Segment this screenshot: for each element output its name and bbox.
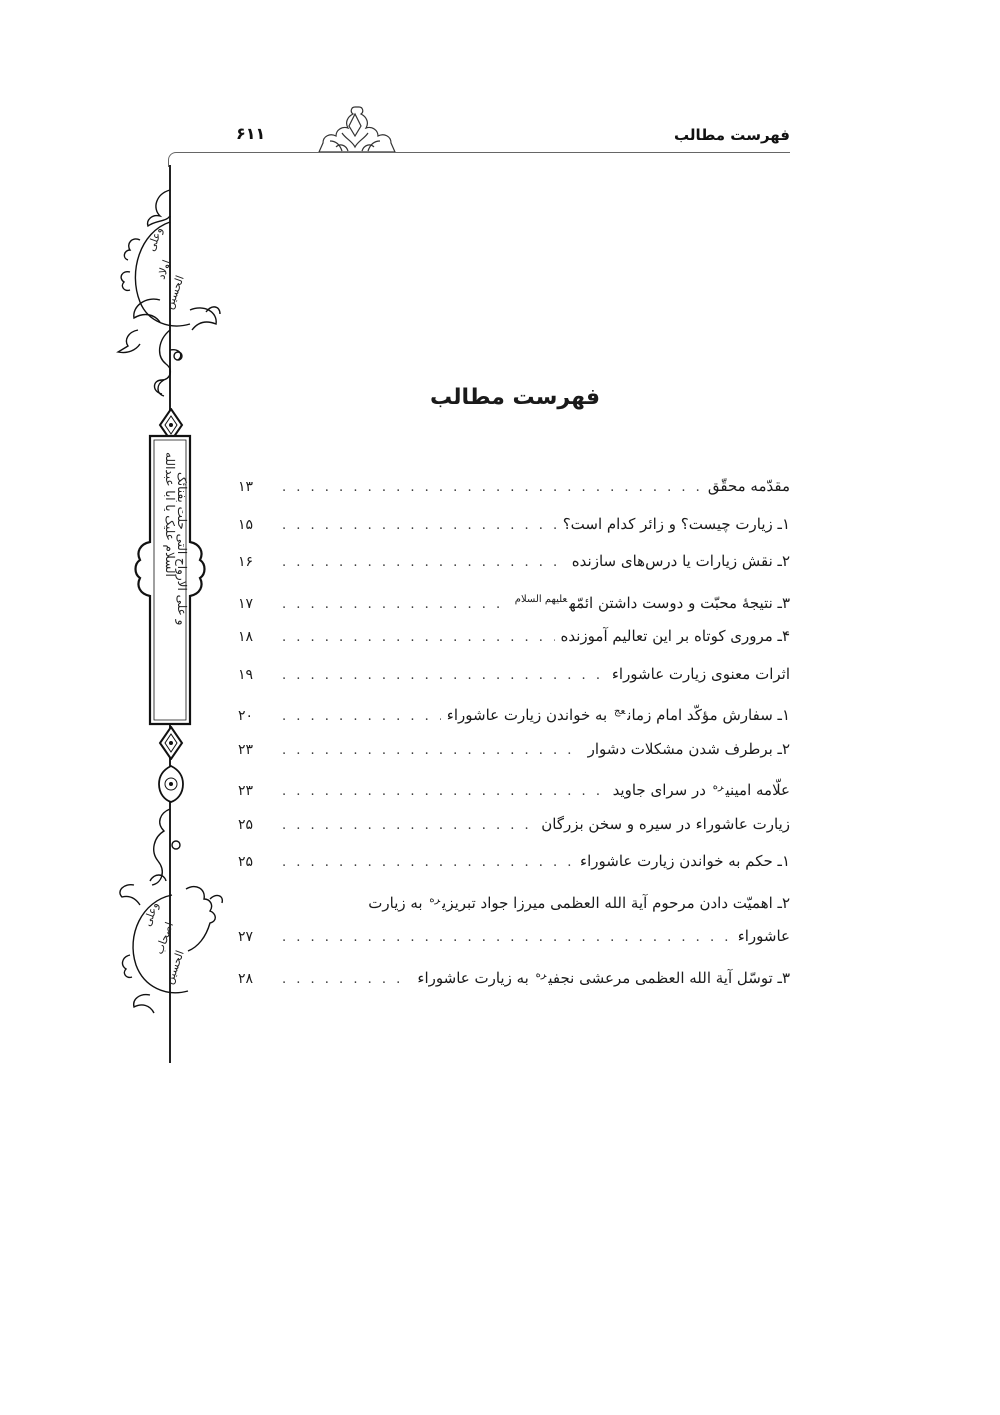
toc-entry-label-group: [232, 881, 790, 923]
honorific-glyph-icon: ره: [535, 968, 547, 980]
toc-entry[interactable]: [238, 468, 790, 506]
toc-entry-label-continued: به زیارت: [368, 893, 423, 912]
toc-entry[interactable]: [238, 843, 790, 881]
toc-entry-page: ۱۷: [238, 595, 254, 612]
honorific-glyph-icon: عج: [614, 706, 626, 717]
top-floral-calligraphy-ornament-icon: [110, 180, 230, 410]
leader-dots: [282, 732, 582, 770]
page-number: ۶۱۱: [236, 124, 266, 143]
toc-entry-page: ۱۸: [238, 629, 254, 645]
toc-entry-label-group: [607, 768, 790, 810]
toc-entry-label: زیارت عاشوراء در سیره و سخن بزرگان: [541, 814, 790, 833]
toc-entry[interactable]: [238, 506, 790, 544]
svg-text:اولاد: اولاد: [154, 258, 174, 282]
svg-text:الحسین: الحسین: [162, 273, 187, 312]
honorific-glyph-icon: ره: [429, 893, 441, 905]
honorific-glyph-icon: علیهم السلام: [514, 593, 568, 605]
toc-entry[interactable]: [238, 806, 790, 844]
table-of-contents: [238, 468, 790, 993]
leader-dots: [282, 961, 411, 999]
toc-entry-label: ۲ـ برطرف شدن مشکلات دشوار: [587, 739, 790, 758]
toc-entry-page: ۱۵: [238, 516, 254, 533]
toc-entry-label: علّامه امینی: [725, 781, 790, 799]
leader-dots: [282, 469, 702, 507]
toc-entry-label-group: [411, 956, 790, 998]
toc-entry-label: ۱ـ زیارت چیست؟ و زائر کدام است؟: [562, 514, 790, 533]
svg-text:اصحاب: اصحاب: [152, 920, 177, 957]
svg-text:وعلی: وعلی: [140, 900, 162, 929]
toc-entry-page: ۲۸: [238, 970, 254, 987]
leader-dots: [282, 657, 606, 695]
leader-dots: [282, 586, 507, 624]
toc-entry-label: ۱ـ حکم به خواندن زیارت عاشوراء: [580, 852, 790, 870]
toc-entry-label-continued: به زیارت عاشوراء: [417, 968, 529, 987]
svg-text:السلام علیک یا ابا عبدالله: السلام علیک یا ابا عبدالله: [163, 452, 177, 577]
medallion-ornament-icon: [157, 764, 185, 804]
toc-entry[interactable]: [238, 768, 790, 806]
toc-entry-label-group: [441, 693, 790, 735]
svg-text:الحسین: الحسین: [162, 948, 187, 987]
leader-dots: [282, 807, 535, 845]
toc-entry-label: ۴ـ مروری کوتاه بر این تعالیم آموزنده: [560, 627, 790, 645]
toc-entry-label-continued: در سرای جاوید: [612, 781, 706, 799]
toc-entry[interactable]: [238, 956, 790, 994]
toc-entry-label-group: [507, 581, 790, 623]
leader-dots: [282, 507, 557, 545]
toc-entry[interactable]: [238, 731, 790, 769]
toc-entry[interactable]: [238, 543, 790, 581]
svg-text:و علی الارواح التی حلت بفنائک: و علی الارواح التی حلت بفنائک: [175, 472, 189, 626]
toc-entry[interactable]: [238, 656, 790, 694]
toc-entry-label: ۳ـ توسّل آیة الله العظمی مرعشی نجفی: [548, 968, 790, 987]
bottom-floral-calligraphy-ornament-icon: [110, 805, 235, 1030]
leader-dots: [282, 919, 732, 957]
toc-entry-label: ۲ـ نقش زیارات یا درس‌های سازنده: [571, 552, 790, 570]
toc-entry-label: ۱ـ سفارش مؤکّد امام زمان: [627, 706, 790, 724]
toc-entry-page: ۲۵: [238, 816, 254, 833]
toc-entry-label: مقدّمه محقّق: [707, 477, 790, 495]
page-title: فهرست مطالب: [429, 385, 601, 410]
leader-dots: [282, 619, 555, 657]
toc-entry-page: ۱۳: [238, 479, 254, 495]
calligraphy-cartouche-ornament: [130, 432, 210, 728]
leader-dots: [282, 544, 566, 582]
leader-dots: [282, 698, 441, 736]
toc-entry-page: ۱۶: [238, 554, 254, 570]
toc-entry-page: ۲۳: [238, 741, 254, 758]
toc-entry-line-1[interactable]: [238, 881, 790, 919]
diamond-ornament-icon: [158, 726, 184, 760]
header-ornament-icon: [312, 103, 398, 153]
running-header-title: فهرست مطالب: [674, 126, 790, 144]
toc-entry-page: ۱۹: [238, 666, 254, 683]
toc-entry-label: ۲ـ اهمیّت دادن مرحوم آیة الله العظمی میرزا جواد تبریزی: [442, 893, 790, 912]
toc-entry-label: ۳ـ نتیجهٔ محبّت و دوست داشتن ائمّه: [569, 593, 790, 612]
header-rule: [176, 152, 790, 153]
toc-entry-label-line2: عاشوراء: [737, 927, 790, 945]
toc-entry-page: ۲۵: [238, 854, 254, 870]
toc-entry-page: ۲۰: [238, 708, 254, 724]
leader-dots: [282, 844, 574, 882]
toc-entry-line-2[interactable]: [238, 918, 790, 956]
svg-text:وعلی: وعلی: [144, 225, 166, 254]
toc-entry-page: ۲۳: [238, 783, 254, 799]
toc-entry[interactable]: [238, 618, 790, 656]
toc-entry[interactable]: [238, 581, 790, 619]
toc-entry-label-continued: به خواندن زیارت عاشوراء: [446, 706, 608, 724]
toc-entry[interactable]: [238, 693, 790, 731]
honorific-glyph-icon: ره: [712, 781, 724, 792]
toc-entry-page: ۲۷: [238, 929, 254, 945]
toc-entry-label: اثرات معنوی زیارت عاشوراء: [611, 664, 790, 683]
